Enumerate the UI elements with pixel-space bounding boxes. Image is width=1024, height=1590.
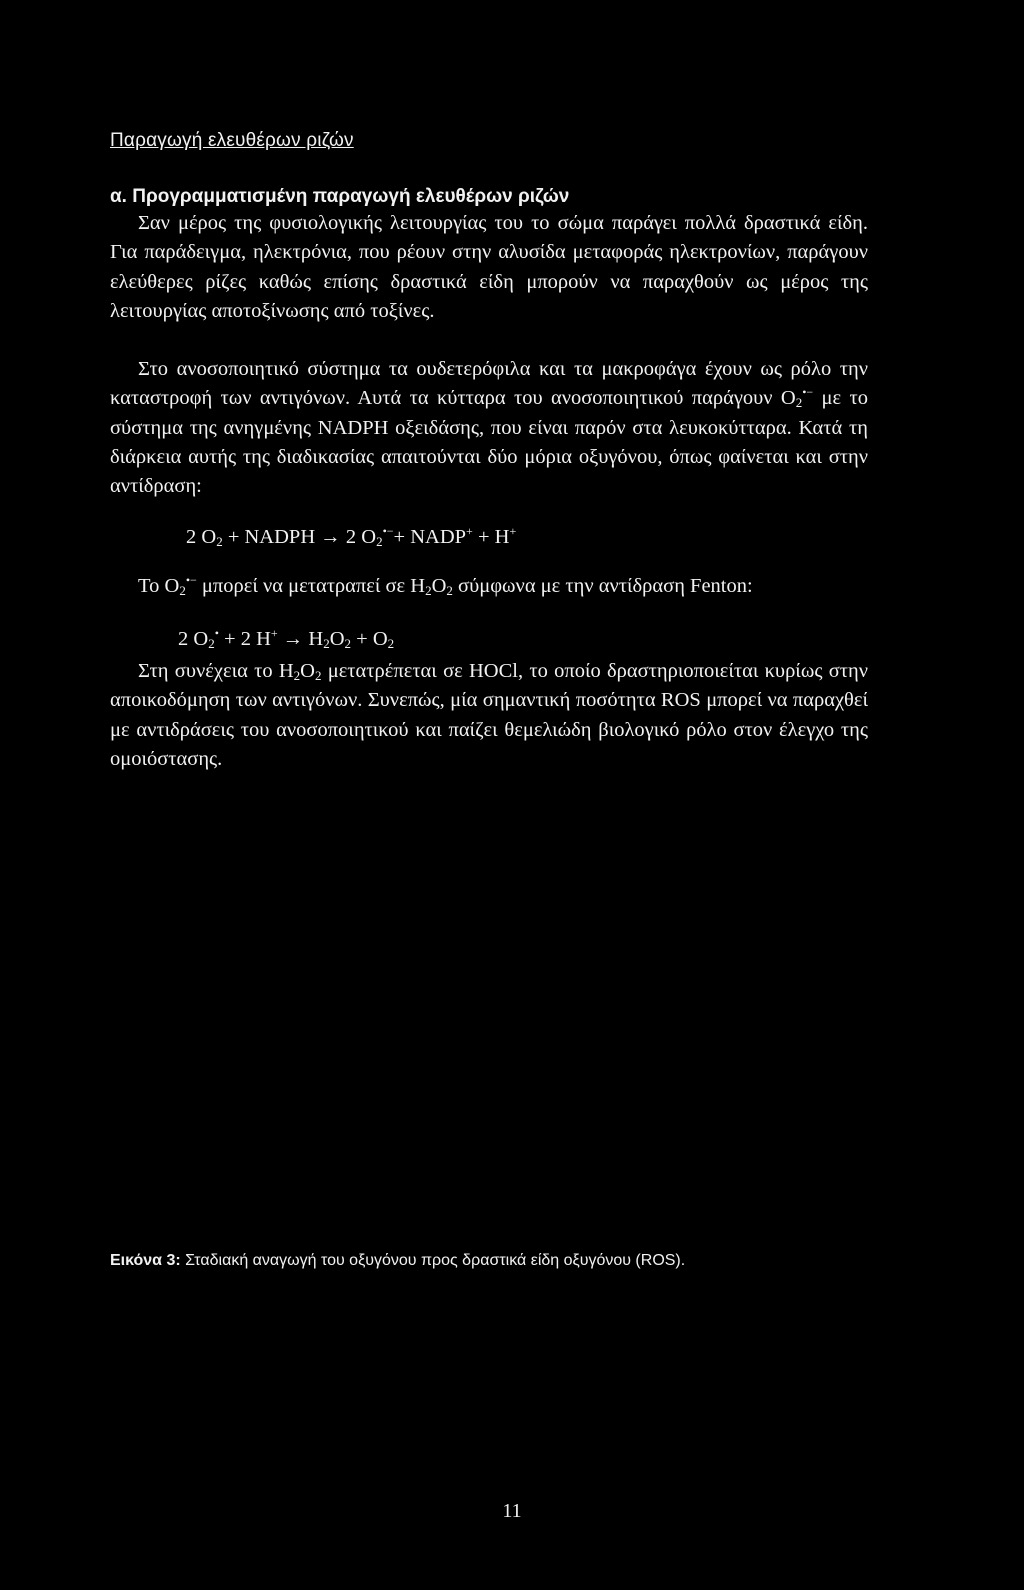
paragraph-text: Σαν μέρος της φυσιολογικής λειτουργίας του το σώμα παράγει πολλά δραστικά είδη. Για παράδειγμα, ηλεκτρόνια, που ρέουν στην αλυσίδα μεταφοράς ηλεκτρονίων, παράγουν ελεύθερες ρίζες καθώς επίσης δραστικά είδη μπορούν να παραχθούν ως μέρος της λειτουργίας αποτοξίνωσης από τοξίνες. [110,212,868,322]
figure-caption-text: Σταδιακή αναγωγή του οξυγόνου προς δραστικά είδη οξυγόνου (ROS). [180,1252,686,1269]
equation-fenton: 2 $O_2^• + 2$ $H^+ \to H_2O_2 + O_2$ [178,626,395,651]
superoxide-formula: $O_2^{•-}$ [780,385,814,411]
figure-caption [110,1252,685,1270]
page-number: 11 [502,1500,522,1522]
paragraph-text-part-b: με το σύστημα της ανηγμένης NADPH οξειδάσης, που είναι παρόν στα λευκοκύτταρα. Κατά τη διάρκεια αυτής της διαδικασίας απαιτούνται δύο μόρια οξυγόνου, όπως φαίνεται και στην αντίδραση: [110,387,868,498]
paragraph-hocl: Στη συνέχεια το $H_2O_2$ μετατρέπεται σε HOCl, το οποίο δραστηριοποιείται κυρίως στην αποικοδόμηση των αντιγόνων. Συνεπώς, μία σημαντική ποσότητα ROS μπορεί να παραχθεί με αντιδράσεις του ανοσοποιητικού και παίζει θεμελιώδη βιολογικό ρόλο στον έλεγχο της ομοιόστασης. [110,660,868,770]
section-title: Παραγωγή ελευθέρων ριζών [110,130,354,151]
subheading: α. Προγραμματισμένη παραγωγή ελευθέρων ριζών [110,186,570,207]
paragraph-immune-system [110,355,868,501]
figure-label: Εικόνα 3: [110,1252,181,1269]
paragraph-text-part-a: Στο ανοσοποιητικό σύστημα τα ουδετερόφιλα και τα μακροφάγα έχουν ως ρόλο την καταστροφή των αντιγόνων. Αυτά τα κύτταρα του ανοσοποιητικού παράγουν [110,358,868,410]
equation-nadph-oxidase: 2 $O_2$ + NADPH → 2 $O_2^{•-}+$ NADP+ + H+ [186,524,517,549]
paragraph-fenton-intro: Το $O_2^{•-}$ μπορεί να μετατραπεί σε $H_2O_2$ σύμφωνα με την αντίδραση Fenton: [138,573,753,598]
paragraph-normal-ros-production [110,209,868,326]
hydrogen-peroxide-formula: $H_2O_2$ [410,575,453,598]
superoxide-formula: $O_2^{•-}$ [164,573,197,598]
hydrogen-peroxide-formula: $H_2O_2$ [278,660,322,683]
